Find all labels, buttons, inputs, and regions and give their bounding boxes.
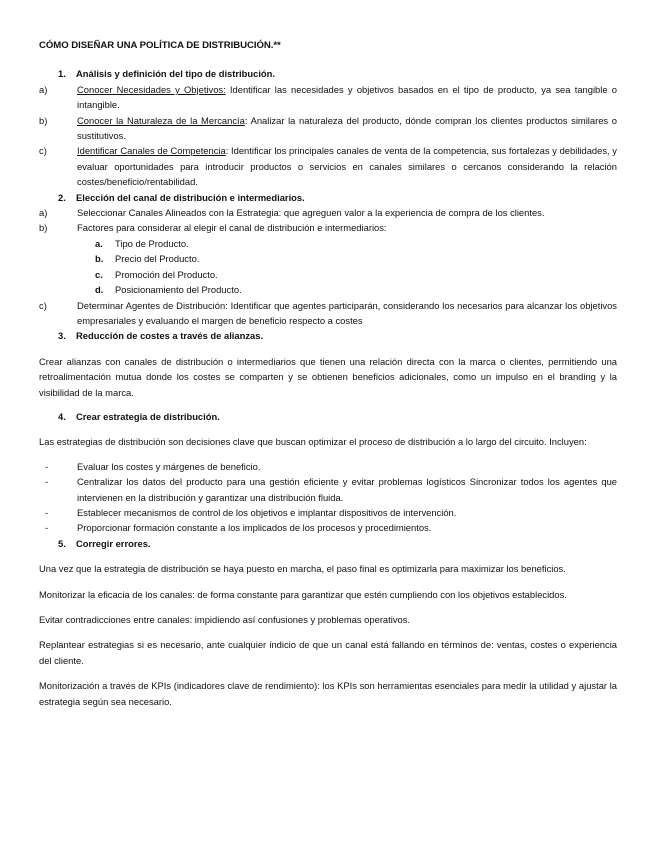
section-3-paragraph: Crear alianzas con canales de distribución o intermediarios que tienen una relación directa con la marca o clientes, permitiendo una retroalimentación mutua donde los costes se comparten y se obtienen beneficios adicionales, como un impulso en el branding y la visibilidad de la marca. xyxy=(39,355,617,398)
item-marker: c) xyxy=(39,299,47,311)
item-marker: a) xyxy=(39,207,48,219)
section-5-heading xyxy=(39,536,617,551)
bullet-marker: - xyxy=(45,460,49,472)
item-label: Conocer la Naturaleza de la Mercancía xyxy=(77,114,245,126)
section-2-title: Elección del canal de distribución e intermediarios. xyxy=(76,191,305,203)
item-text: : Analizar la naturaleza del producto, dónde compran los clientes productos similares o sustitutivos. xyxy=(77,114,617,142)
bullet-item xyxy=(39,474,617,505)
section-1-title: Análisis y definición del tipo de distribución. xyxy=(76,68,275,80)
section-1-item-a xyxy=(39,82,617,113)
section-5-paragraph: Replantear estrategias si es necesario, ante cualquier indicio de que un canal está fallando en términos de: ventas, costes o experiencia del cliente. xyxy=(39,639,617,666)
section-2-item-b xyxy=(39,220,617,235)
section-1-item-b xyxy=(39,113,617,144)
bullet-marker: - xyxy=(45,506,49,518)
section-5-title: Corregir errores. xyxy=(76,537,151,549)
section-1-number: 1. xyxy=(58,68,66,80)
factor-marker: c. xyxy=(95,268,103,280)
bullet-text: Proporcionar formación constante a los implicados de los procesos y procedimientos. xyxy=(77,522,432,534)
factor-item xyxy=(39,236,617,251)
factor-item xyxy=(39,282,617,297)
section-1-heading xyxy=(39,66,617,81)
section-2-number: 2. xyxy=(58,191,66,203)
section-5-paragraph: Evitar contradicciones entre canales: impidiendo así confusiones y problemas operativos. xyxy=(39,614,411,625)
section-4-title: Crear estrategia de distribución. xyxy=(76,410,220,422)
bullet-list xyxy=(39,459,617,536)
factor-marker: d. xyxy=(95,284,104,296)
section-1-item-c xyxy=(39,143,617,189)
section-3-heading xyxy=(39,328,617,343)
document-title: CÓMO DISEÑAR UNA POLÍTICA DE DISTRIBUCIÓN.** xyxy=(39,40,281,51)
section-4-paragraph: Las estrategias de distribución son decisiones clave que buscan optimizar el proceso de distribución a lo largo del circuito. Incluyen: xyxy=(39,436,587,448)
factor-text: Precio del Producto. xyxy=(115,253,200,265)
section-4-number: 4. xyxy=(58,410,66,422)
item-label: Identificar Canales de Competencia xyxy=(77,145,226,157)
bullet-item xyxy=(39,520,617,535)
bullet-item xyxy=(39,459,617,474)
section-4-heading xyxy=(39,409,617,424)
section-2-item-c xyxy=(39,298,617,329)
factor-item xyxy=(39,251,617,266)
section-3-title: Reducción de costes a través de alianzas. xyxy=(76,330,264,342)
factor-text: Tipo de Producto. xyxy=(115,237,189,249)
bullet-text: Establecer mecanismos de control de los objetivos e implantar dispositivos de intervención. xyxy=(77,506,457,518)
factor-marker: b. xyxy=(95,253,104,265)
section-2-heading xyxy=(39,190,617,205)
section-5-paragraph: Una vez que la estrategia de distribución se haya puesto en marcha, el paso final es optimizarla para maximizar los beneficios. xyxy=(39,563,566,575)
item-text: : Identificar los principales canales de venta de la competencia, sus fortalezas y debilidades, y evaluar oportunidades para introducir productos o servicios en canales similares o cercanos considerando la relación costes/beneficio/rentabilidad. xyxy=(77,145,617,188)
section-5-paragraph: Monitorización a través de KPIs (indicadores clave de rendimiento): los KPIs son herramientas esenciales para medir la utilidad y ajustar la estrategia según sea necesario. xyxy=(39,680,617,707)
bullet-text: Centralizar los datos del producto para una gestión eficiente y evitar problemas logísticos Sincronizar todos los agentes que intervienen en la distribución y garantizar una distribución fluida. xyxy=(77,476,617,503)
factor-text: Promoción del Producto. xyxy=(115,268,218,280)
item-marker: b) xyxy=(39,222,48,234)
section-5-number: 5. xyxy=(58,537,66,549)
item-marker: c) xyxy=(39,145,47,157)
item-text: Seleccionar Canales Alineados con la Estrategia: que agreguen valor a la experiencia de compra de los clientes. xyxy=(77,207,545,219)
section-3-number: 3. xyxy=(58,330,66,342)
item-text: Determinar Agentes de Distribución: Identificar que agentes participarán, considerando los necesarios para alcanzar los objetivos empresariales y evaluando el margen de beneficio respecto a costes xyxy=(77,299,617,326)
item-marker: a) xyxy=(39,83,48,95)
factor-text: Posicionamiento del Producto. xyxy=(115,284,242,296)
factor-item xyxy=(39,267,617,282)
item-marker: b) xyxy=(39,114,48,126)
item-text: Identificar las necesidades y objetivos basados en el tipo de producto, ya sea tangible o intangible. xyxy=(77,83,617,111)
bullet-marker: - xyxy=(45,522,49,534)
bullet-item xyxy=(39,505,617,520)
item-label: Conocer Necesidades y Objetivos: xyxy=(77,83,226,95)
item-text: Factores para considerar al elegir el canal de distribución e intermediarios: xyxy=(77,222,387,234)
section-5-paragraph: Monitorizar la eficacia de los canales: de forma constante para garantizar que estén cumpliendo con los objetivos establecidos. xyxy=(39,588,567,600)
factor-marker: a. xyxy=(95,237,103,249)
section-2-item-a xyxy=(39,205,617,220)
bullet-marker: - xyxy=(45,476,49,488)
bullet-text: Evaluar los costes y márgenes de beneficio. xyxy=(77,460,261,472)
